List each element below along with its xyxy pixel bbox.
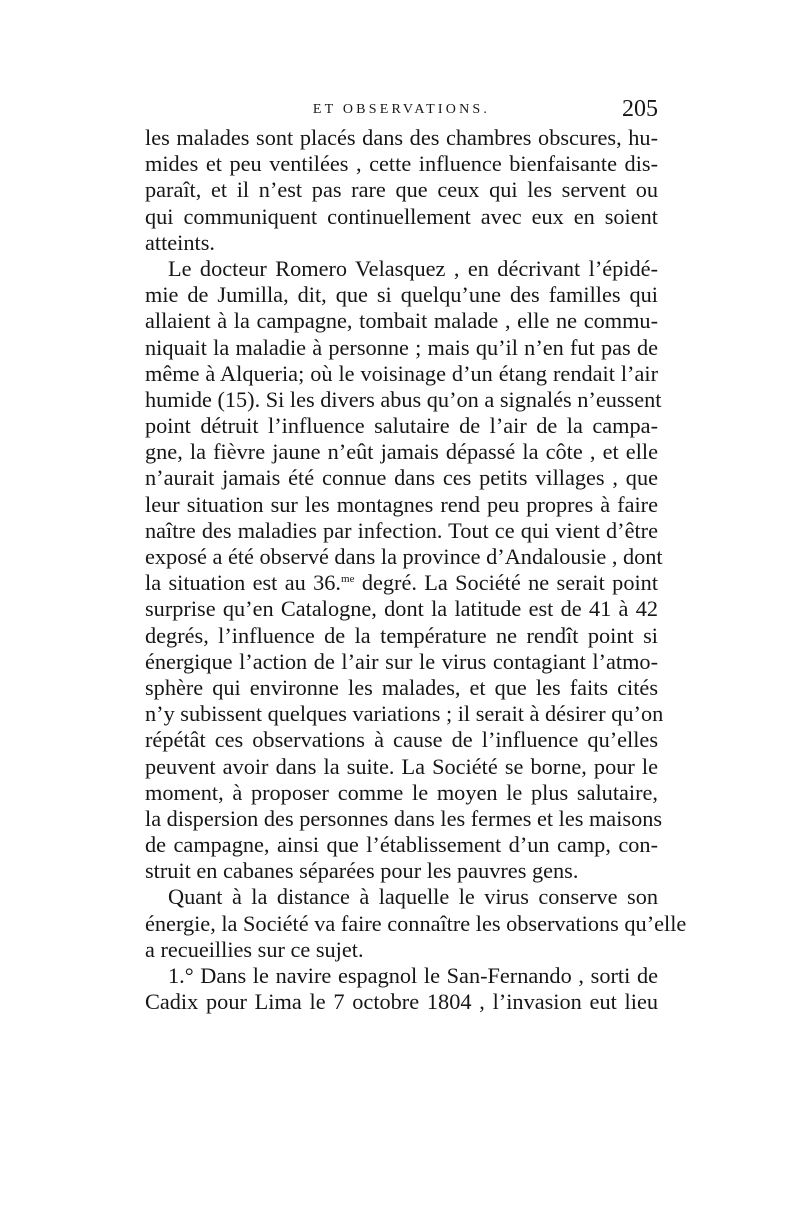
text-line: même à Alqueria; où le voisinage d’un étang rendait l’air <box>145 360 658 386</box>
page-number: 205 <box>622 96 658 122</box>
text-line: 1.° Dans le navire espagnol le San-Fernando , sorti de <box>168 963 658 988</box>
text-line: n’y subissent quelques variations ; il serait à désirer qu’on <box>145 701 664 727</box>
body-text <box>145 125 687 1015</box>
text-line: énergique l’action de l’air sur le virus contagiant l’atmo- <box>145 648 658 674</box>
text-line: gne, la fièvre jaune n’eût jamais dépassé la côte , et elle <box>145 439 658 465</box>
text-line: moment, à proposer comme le moyen le plus salutaire, <box>145 779 658 805</box>
running-title: ET OBSERVATIONS. <box>312 102 491 117</box>
text-line <box>145 570 658 596</box>
text-line: degrés, l’influence de la température ne rendît point si <box>145 622 658 648</box>
text-line: leur situation sur les montagnes rend peu propres à faire <box>145 491 658 517</box>
text-line: sphère qui environne les malades, et que les faits cités <box>145 674 658 700</box>
text-line: qui communiquent continuellement avec eux en soient <box>145 203 658 229</box>
text-line: mides et peu ventilées , cette influence bienfaisante dis- <box>145 151 658 177</box>
degree-superscript: me <box>341 573 355 586</box>
text-line: point détruit l’influence salutaire de l’air de la campa- <box>145 413 658 439</box>
text-line-start: la situation est au 36. <box>145 570 342 596</box>
text-line: répétât ces observations à cause de l’influence qu’elles <box>145 727 658 753</box>
text-line: la dispersion des personnes dans les fermes et les maisons <box>145 805 663 831</box>
text-line: énergie, la Société va faire connaître les observations qu’elle <box>145 910 687 936</box>
text-line: Le docteur Romero Velasquez , en décrivant l’épidé- <box>168 255 658 281</box>
text-line: struit en cabanes séparées pour les pauvres gens. <box>145 858 579 884</box>
text-line: mie de Jumilla, dit, que si quelqu’une des familles qui <box>145 282 658 308</box>
text-line: naître des maladies par infection. Tout ce qui vient d’être <box>145 517 658 543</box>
text-line: n’aurait jamais été connue dans ces petits villages , que <box>145 465 658 491</box>
text-line: allaient à la campagne, tombait malade , elle ne commu- <box>145 308 658 334</box>
text-line: atteints. <box>145 229 215 255</box>
text-line: exposé a été observé dans la province d’Andalousie , dont <box>145 544 663 569</box>
text-line: de campagne, ainsi que l’établissement d’un camp, con- <box>145 832 658 858</box>
text-line-end: degré. La Société ne serait point <box>354 570 659 596</box>
text-line: niquait la maladie à personne ; mais qu’il n’en fut pas de <box>145 334 658 360</box>
text-line: paraît, et il n’est pas rare que ceux qui les servent ou <box>145 177 658 203</box>
text-line: a recueillies sur ce sujet. <box>145 936 364 962</box>
text-line: Cadix pour Lima le 7 octobre 1804 , l’invasion eut lieu <box>145 989 658 1015</box>
text-line: humide (15). Si les divers abus qu’on a signalés n’eussent <box>145 386 662 412</box>
text-line: les malades sont placés dans des chambres obscures, hu- <box>145 125 658 150</box>
text-line: Quant à la distance à laquelle le virus conserve son <box>168 884 658 910</box>
running-header <box>145 96 658 126</box>
text-line: surprise qu’en Catalogne, dont la latitude est de 41 à 42 <box>145 596 658 622</box>
text-line: peuvent avoir dans la suite. La Société se borne, pour le <box>145 753 658 779</box>
